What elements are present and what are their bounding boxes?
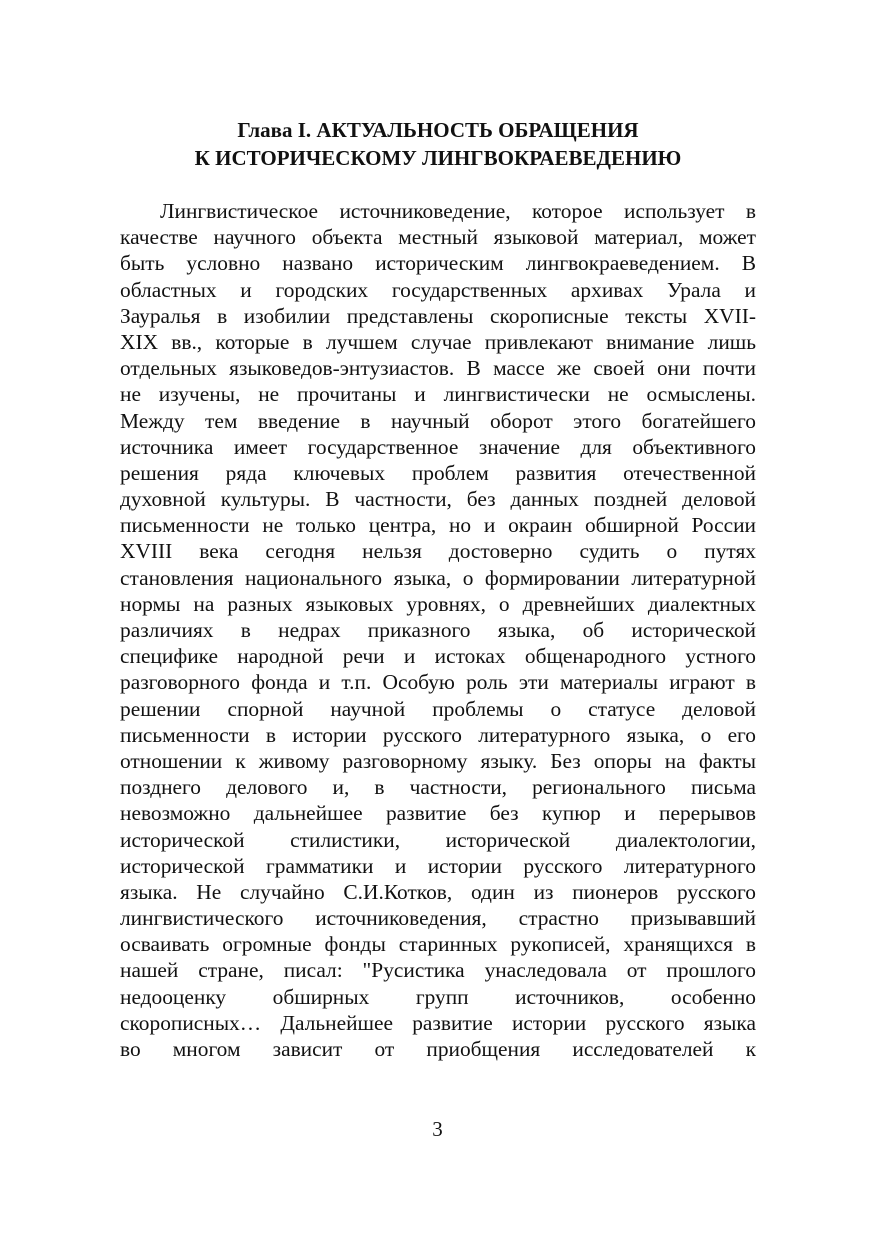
chapter-title-line-1: Глава I. АКТУАЛЬНОСТЬ ОБРАЩЕНИЯ xyxy=(237,118,639,142)
paragraph-line: XIX вв., которые в лучшем случае привлекают внимание лишь xyxy=(120,329,756,354)
paragraph-line: отношении к живому разговорному языку. Без опоры на факты xyxy=(120,748,756,773)
paragraph-line: нормы на разных языковых уровнях, о древнейших диалектных xyxy=(120,591,756,616)
paragraph-line: XVIII века сегодня нельзя достоверно судить о путях xyxy=(120,539,756,564)
paragraph-line: не изучены, не прочитаны и лингвистически не осмыслены. xyxy=(120,382,756,407)
chapter-title-line-2: К ИСТОРИЧЕСКОМУ ЛИНГВОКРАЕВЕДЕНИЮ xyxy=(194,146,682,170)
paragraph-line: Зауралья в изобилии представлены скорописные тексты XVII- xyxy=(120,303,756,328)
paragraph-line: решения ряда ключевых проблем развития отечественной xyxy=(120,460,756,485)
paragraph-line: лингвистического источниковедения, страстно призывавший xyxy=(120,906,756,931)
paragraph-line: становления национального языка, о формировании литературной xyxy=(120,565,756,590)
paragraph-line: исторической стилистики, исторической диалектологии, xyxy=(120,827,756,852)
paragraph-line: быть условно названо историческим лингвокраеведением. В xyxy=(120,251,756,276)
chapter-heading xyxy=(120,116,756,172)
paragraph-line: специфике народной речи и истоках общенародного устного xyxy=(120,644,756,669)
paragraph-line: исторической грамматики и истории русского литературного xyxy=(120,853,756,878)
paragraph-line: различиях в недрах приказного языка, об исторической xyxy=(120,618,756,642)
paragraph-line: областных и городских государственных архивах Урала и xyxy=(120,277,756,302)
body-paragraph xyxy=(120,198,756,1062)
paragraph-line: решении спорной научной проблемы о статусе деловой xyxy=(120,696,756,721)
paragraph-line: позднего делового и, в частности, регионального письма xyxy=(120,775,756,800)
paragraph-line: недооценку обширных групп источников, особенно xyxy=(120,984,756,1009)
paragraph-line: письменности не только центра, но и окраин обширной России xyxy=(120,513,756,538)
paragraph-line: духовной культуры. В частности, без данных поздней деловой xyxy=(120,487,756,512)
paragraph-line: отдельных языковедов-энтузиастов. В массе же своей они почти xyxy=(120,356,756,381)
paragraph-line: источника имеет государственное значение для объективного xyxy=(120,434,756,459)
page-number: 3 xyxy=(432,1117,443,1141)
paragraph-line: во многом зависит от приобщения исследователей к xyxy=(120,1037,756,1061)
paragraph-line: невозможно дальнейшее развитие без купюр и перерывов xyxy=(120,801,756,826)
paragraph-line: Между тем введение в научный оборот этого богатейшего xyxy=(120,408,756,433)
paragraph-line: разговорного фонда и т.п. Особую роль эти материалы играют в xyxy=(120,670,756,695)
paragraph-line: нашей стране, писал: "Русистика унаследовала от прошлого xyxy=(120,958,756,983)
paragraph-line: осваивать огромные фонды старинных рукописей, хранящихся в xyxy=(120,932,756,957)
paragraph-line: Лингвистическое источниковедение, которое использует в xyxy=(160,199,756,223)
paragraph-line: языка. Не случайно С.И.Котков, один из пионеров русского xyxy=(120,879,756,904)
paragraph-line: скорописных… Дальнейшее развитие истории русского языка xyxy=(120,1010,756,1035)
paragraph-line: качестве научного объекта местный языковой материал, может xyxy=(120,225,756,250)
paragraph-line: письменности в истории русского литературного языка, о его xyxy=(120,722,756,747)
